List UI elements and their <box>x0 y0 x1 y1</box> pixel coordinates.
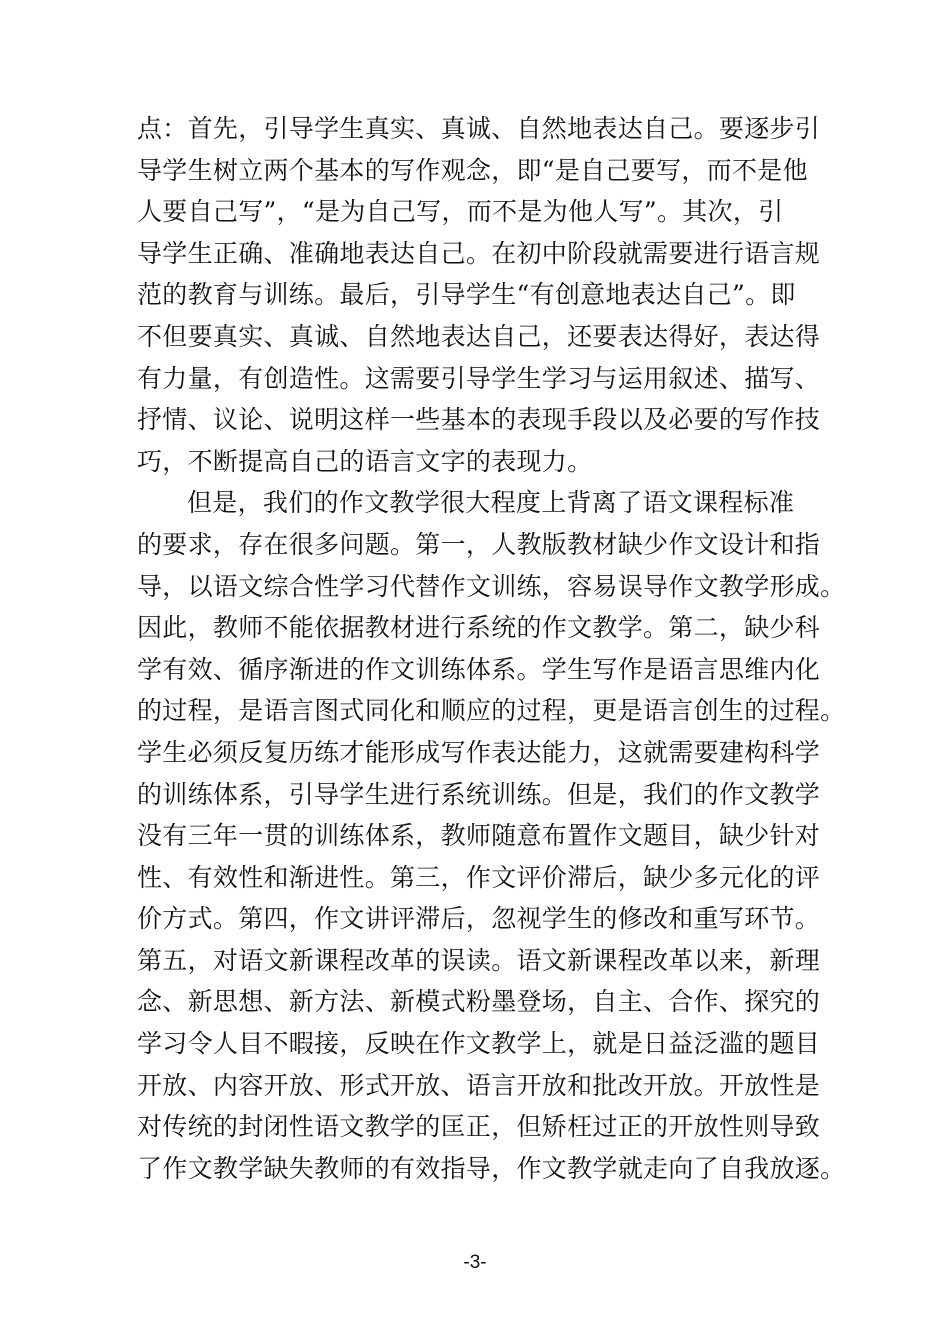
text-line: 导，以语文综合性学习代替作文训练，容易误导作文教学形成。 <box>137 571 846 601</box>
text-line: 导学生正确、准确地表达自己。在初中阶段就需要进行语言规 <box>137 238 821 268</box>
text-line: 导学生树立两个基本的写作观念，即“是自己要写，而不是他 <box>137 155 808 185</box>
text-line: 不但要真实、真诚、自然地表达自己，还要表达得好，表达得 <box>137 321 821 351</box>
body-text <box>137 108 846 1189</box>
text-line: 点：首先，引导学生真实、真诚、自然地表达自己。要逐步引 <box>137 114 821 143</box>
text-line: 念、新思想、新方法、新模式粉墨登场，自主、合作、探究的 <box>137 987 821 1017</box>
text-line: 学生必须反复历练才能形成写作表达能力，这就需要建构科学 <box>137 737 821 767</box>
text-line: 抒情、议论、说明这样一些基本的表现手段以及必要的写作技 <box>137 405 821 435</box>
text-line: 巧，不断提高自己的语言文字的表现力。 <box>137 446 593 476</box>
text-line: 学有效、循序渐进的作文训练体系。学生写作是语言思维内化 <box>137 654 821 684</box>
text-line: 第五，对语文新课程改革的误读。语文新课程改革以来，新理 <box>137 945 821 975</box>
text-line: 对传统的封闭性语文教学的匡正，但矫枉过正的开放性则导致 <box>137 1112 821 1142</box>
paragraph-start-line: 但是，我们的作文教学很大程度上背离了语文课程标准 <box>187 488 795 518</box>
text-line: 学习令人目不暇接，反映在作文教学上，就是日益泛滥的题目 <box>137 1029 821 1059</box>
text-line: 的训练体系，引导学生进行系统训练。但是，我们的作文教学 <box>137 779 821 809</box>
text-line: 的要求，存在很多问题。第一，人教版教材缺少作文设计和指 <box>137 529 821 559</box>
text-line: 价方式。第四，作文讲评滞后，忽视学生的修改和重写环节。 <box>137 904 821 934</box>
text-line: 性、有效性和渐进性。第三，作文评价滞后，缺少多元化的评 <box>137 862 821 892</box>
text-line: 人要自己写”，“是为自己写，而不是为他人写”。其次，引 <box>137 197 784 227</box>
page-number: -3- <box>463 1252 487 1273</box>
text-line: 了作文教学缺失教师的有效指导，作文教学就走向了自我放逐。 <box>137 1153 846 1183</box>
text-line: 的过程，是语言图式同化和顺应的过程，更是语言创生的过程。 <box>137 696 846 726</box>
text-line: 开放、内容开放、形式开放、语言开放和批改开放。开放性是 <box>137 1070 821 1100</box>
text-line: 有力量，有创造性。这需要引导学生学习与运用叙述、描写、 <box>137 363 821 393</box>
text-line: 因此，教师不能依据教材进行系统的作文教学。第二，缺少科 <box>137 613 821 643</box>
text-line: 没有三年一贯的训练体系，教师随意布置作文题目，缺少针对 <box>137 821 821 851</box>
text-line: 范的教育与训练。最后，引导学生“有创意地表达自己”。即 <box>137 280 796 310</box>
